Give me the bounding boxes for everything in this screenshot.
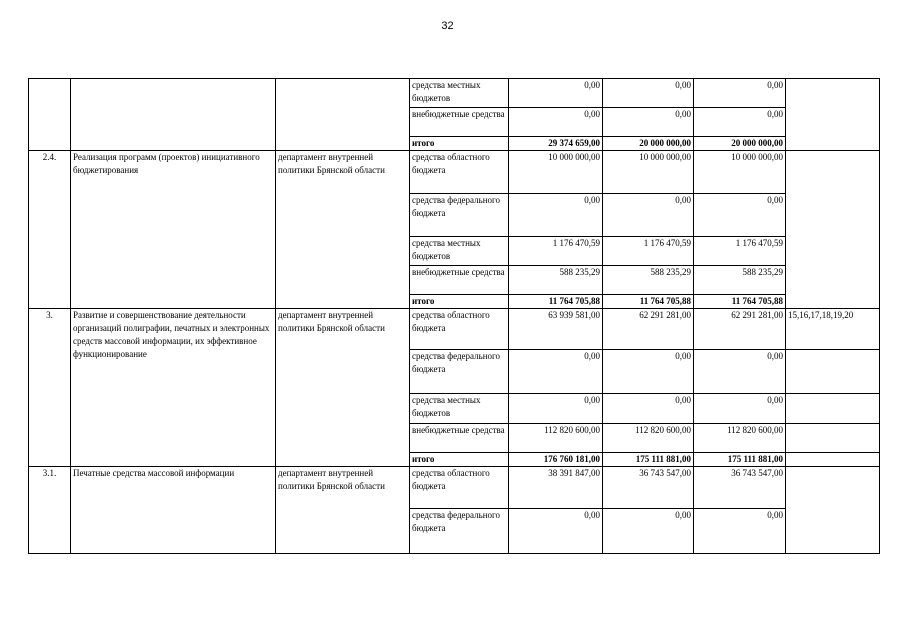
item-indicators: 15,16,17,18,19,20	[786, 309, 880, 350]
value-cell: 112 820 600,00	[694, 424, 786, 453]
value-cell: 175 111 881,00	[694, 453, 786, 467]
value-cell: 11 764 705,88	[603, 295, 694, 309]
value-cell: 0,00	[694, 509, 786, 554]
value-cell: 10 000 000,00	[603, 151, 694, 194]
item-number: 2.4.	[29, 151, 71, 309]
value-cell: 20 000 000,00	[694, 137, 786, 151]
indicators-cell	[786, 79, 880, 151]
value-cell: 0,00	[694, 394, 786, 424]
source-cell: средства федерального бюджета	[410, 350, 509, 394]
source-cell: средства местных бюджетов	[410, 79, 509, 108]
indicators-cell	[786, 350, 880, 394]
source-cell: средства областного бюджета	[410, 151, 509, 194]
value-cell: 175 111 881,00	[603, 453, 694, 467]
value-cell: 0,00	[509, 194, 603, 237]
value-cell: 0,00	[603, 108, 694, 137]
source-cell: внебюджетные средства	[410, 266, 509, 295]
source-cell: средства федерального бюджета	[410, 194, 509, 237]
value-cell: 0,00	[694, 194, 786, 237]
source-cell: внебюджетные средства	[410, 424, 509, 453]
value-cell: 1 176 470,59	[603, 237, 694, 266]
item-name: Развитие и совершенствование деятельности организаций полиграфии, печатных и электронных средств массовой информации, их эффективное функционирование	[71, 309, 276, 467]
value-cell: 0,00	[694, 108, 786, 137]
value-cell: 10 000 000,00	[509, 151, 603, 194]
value-cell: 36 743 547,00	[694, 467, 786, 509]
source-cell: итого	[410, 137, 509, 151]
item-number: 3.1.	[29, 467, 71, 554]
value-cell: 112 820 600,00	[603, 424, 694, 453]
value-cell: 0,00	[509, 79, 603, 108]
indicators-cell	[786, 394, 880, 424]
value-cell: 0,00	[509, 108, 603, 137]
value-cell: 36 743 547,00	[603, 467, 694, 509]
item-department: департамент внутренней политики Брянской области	[276, 309, 410, 467]
cont-num-cell	[29, 79, 71, 151]
item-indicators	[786, 467, 880, 554]
source-cell: средства областного бюджета	[410, 467, 509, 509]
value-cell: 63 939 581,00	[509, 309, 603, 350]
value-cell: 588 235,29	[509, 266, 603, 295]
page-number: 32	[441, 20, 454, 32]
indicators-cell	[786, 453, 880, 467]
value-cell: 38 391 847,00	[509, 467, 603, 509]
table-row	[29, 151, 880, 194]
source-cell: средства федерального бюджета	[410, 509, 509, 554]
value-cell: 29 374 659,00	[509, 137, 603, 151]
item-number: 3.	[29, 309, 71, 467]
value-cell: 10 000 000,00	[694, 151, 786, 194]
value-cell: 0,00	[509, 394, 603, 424]
value-cell: 0,00	[603, 194, 694, 237]
value-cell: 0,00	[603, 350, 694, 394]
value-cell: 1 176 470,59	[509, 237, 603, 266]
item-department: департамент внутренней политики Брянской области	[276, 467, 410, 554]
value-cell: 588 235,29	[694, 266, 786, 295]
source-cell: итого	[410, 295, 509, 309]
table-row	[29, 79, 880, 108]
indicators-cell	[786, 424, 880, 453]
cont-dept-cell	[276, 79, 410, 151]
table-row	[29, 309, 880, 350]
value-cell: 1 176 470,59	[694, 237, 786, 266]
value-cell: 176 760 181,00	[509, 453, 603, 467]
value-cell: 0,00	[694, 79, 786, 108]
value-cell: 588 235,29	[603, 266, 694, 295]
value-cell: 0,00	[694, 350, 786, 394]
value-cell: 0,00	[603, 509, 694, 554]
source-cell: средства областного бюджета	[410, 309, 509, 350]
value-cell: 11 764 705,88	[509, 295, 603, 309]
item-indicators	[786, 151, 880, 309]
item-name: Реализация программ (проектов) инициативного бюджетирования	[71, 151, 276, 309]
value-cell: 62 291 281,00	[603, 309, 694, 350]
source-cell: внебюджетные средства	[410, 108, 509, 137]
value-cell: 0,00	[509, 509, 603, 554]
table-row	[29, 467, 880, 509]
value-cell: 11 764 705,88	[694, 295, 786, 309]
cont-name-cell	[71, 79, 276, 151]
value-cell: 0,00	[509, 350, 603, 394]
value-cell: 112 820 600,00	[509, 424, 603, 453]
source-cell: итого	[410, 453, 509, 467]
budget-table	[28, 78, 880, 554]
source-cell: средства местных бюджетов	[410, 237, 509, 266]
item-department: департамент внутренней политики Брянской области	[276, 151, 410, 309]
value-cell: 20 000 000,00	[603, 137, 694, 151]
value-cell: 62 291 281,00	[694, 309, 786, 350]
value-cell: 0,00	[603, 79, 694, 108]
item-name: Печатные средства массовой информации	[71, 467, 276, 554]
source-cell: средства местных бюджетов	[410, 394, 509, 424]
value-cell: 0,00	[603, 394, 694, 424]
